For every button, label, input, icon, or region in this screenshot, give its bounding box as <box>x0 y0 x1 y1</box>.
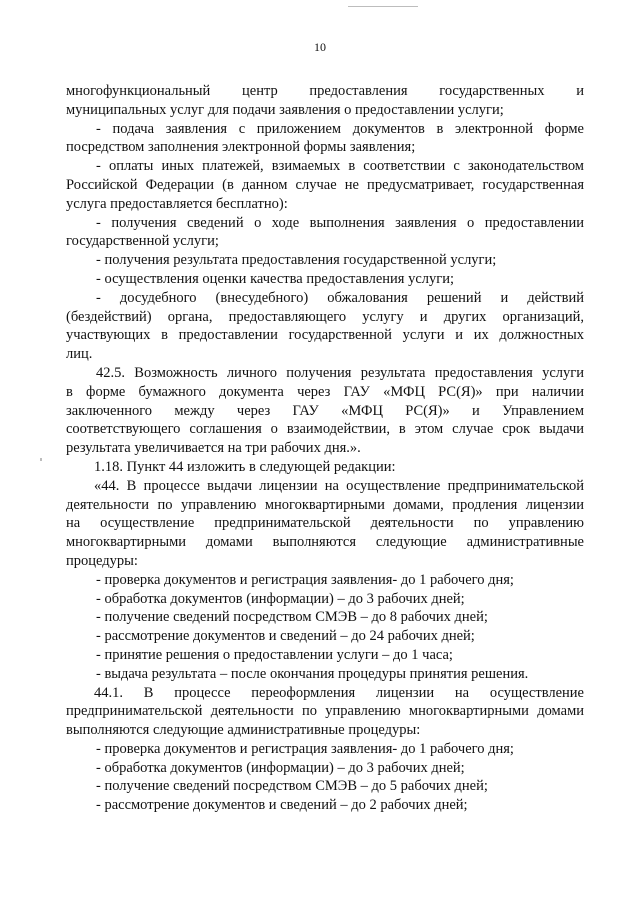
text-line: муниципальных услуг для подачи заявления о предоставлении услуги; <box>66 101 504 118</box>
text-line: 44.1. В процессе переоформления лицензии на осуществление <box>94 684 584 701</box>
text-line: - оплаты иных платежей, взимаемых в соответствии с законодательством <box>96 158 584 175</box>
text-line: заключенного между через ГАУ «МФЦ РС(Я)» и Управлением <box>66 402 584 419</box>
text-line: деятельности по управлению многоквартирными домами, продления лицензии <box>66 496 584 513</box>
text-line: «44. В процессе выдачи лицензии на осуществление предпринимательской <box>94 477 584 494</box>
text-line: 42.5. Возможность личного получения результата предоставления услуги <box>96 364 584 381</box>
document-body <box>66 82 584 815</box>
text-line: процедуры: <box>66 552 138 569</box>
text-line: на осуществление предпринимательской деятельности по управлению <box>66 515 584 532</box>
text-line: (бездействий) органа, предоставляющего услугу и других организаций, <box>66 308 584 325</box>
text-line: - получение сведений посредством СМЭВ – до 5 рабочих дней; <box>96 778 488 795</box>
text-line: результата увеличивается на три рабочих дня.». <box>66 440 361 457</box>
text-line: - получения результата предоставления государственной услуги; <box>96 252 497 269</box>
text-line: - досудебного (внесудебного) обжалования решений и действий <box>96 289 584 306</box>
text-line: многоквартирными домами выполняются следующие административные <box>66 534 584 551</box>
text-line: участвующих в предоставлении государственной услуги и их должностных <box>66 327 584 344</box>
text-line: - осуществления оценки качества предоставления услуги; <box>96 270 455 287</box>
text-line: 1.18. Пункт 44 изложить в следующей редакции: <box>94 458 396 475</box>
text-line: - проверка документов и регистрация заявления- до 1 рабочего дня; <box>96 571 514 588</box>
text-line: многофункциональный центр предоставления государственных и <box>66 83 584 99</box>
text-line: услуга предоставляется бесплатно): <box>66 195 288 212</box>
text-line: предпринимательской деятельности по управлению многоквартирными домами <box>66 703 584 720</box>
text-line: - получение сведений посредством СМЭВ – до 8 рабочих дней; <box>96 609 488 626</box>
text-line: - подача заявления с приложением документов в электронной форме <box>96 120 584 137</box>
text-line: Российской Федерации (в данном случае не предусматривает, государственная <box>66 176 584 193</box>
text-line: - получения сведений о ходе выполнения заявления о предоставлении <box>96 214 584 231</box>
text-line: лиц. <box>66 346 93 363</box>
text-line: выполняются следующие административные процедуры: <box>66 722 421 739</box>
text-line: соответствующего соглашения о взаимодействии, в этом случае срок выдачи <box>66 421 584 438</box>
text-line: - выдача результата – после окончания процедуры принятия решения. <box>96 665 529 682</box>
text-line: - рассмотрение документов и сведений – до 2 рабочих дней; <box>96 797 468 814</box>
text-line: посредством заполнения электронной формы заявления; <box>66 139 416 156</box>
scan-artifact <box>40 458 42 461</box>
text-line: - проверка документов и регистрация заявления- до 1 рабочего дня; <box>96 740 514 757</box>
page-number: 10 <box>314 40 326 54</box>
text-line: - принятие решения о предоставлении услуги – до 1 часа; <box>96 646 453 663</box>
text-line: - обработка документов (информации) – до 3 рабочих дней; <box>96 590 465 607</box>
text-line: - обработка документов (информации) – до 3 рабочих дней; <box>96 759 465 776</box>
text-line: в форме бумажного документа через ГАУ «МФЦ РС(Я)» при наличии <box>66 383 584 400</box>
text-line: - рассмотрение документов и сведений – до 24 рабочих дней; <box>96 628 475 645</box>
text-line: государственной услуги; <box>66 233 219 250</box>
scan-artifact <box>348 6 418 7</box>
